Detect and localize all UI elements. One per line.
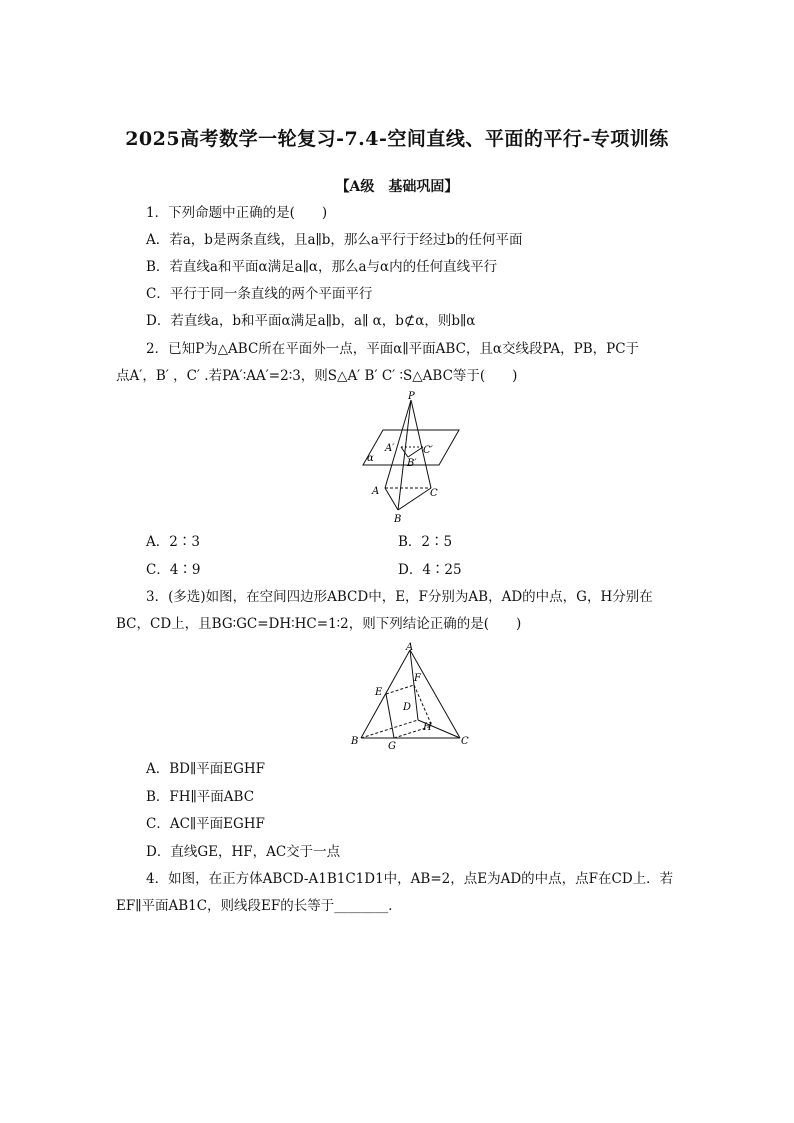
question-2-stem-line2: 点A′，B′ ，C′ .若PA′∶AA′=2∶3，则S△A′ B′ C′ ∶S△ABC等于( ) [116,368,518,384]
label-b-prime: B′ [407,458,417,469]
question-1-option-b: B．若直线a和平面α满足a∥α，那么a与α内的任何直线平行 [146,259,498,275]
question-3-option-a: A．BD∥平面EGHF [146,761,266,777]
label-c: C [461,736,469,747]
label-p: P [408,391,415,402]
label-b: B [394,514,402,525]
label-c: C [430,488,438,499]
label-a: A [406,642,414,653]
label-alpha: α [367,453,374,464]
page-title: 2025高考数学一轮复习-7.4-空间直线、平面的平行-专项训练 [125,128,669,150]
label-h: H [423,722,432,733]
question-4-stem-line2: EF∥平面AB1C，则线段EF的长等于________． [116,898,402,914]
question-2-stem-line1: 2．已知P为△ABC所在平面外一点，平面α∥平面ABC，且α交线段PA，PB，PC于 [146,341,640,357]
label-g: G [388,741,396,752]
label-c-prime: C′ [423,445,433,456]
question-2-option-c: C．4∶9 [146,562,201,578]
label-b: B [351,736,359,747]
question-1-option-a: A．若a，b是两条直线，且a∥b，那么a平行于经过b的任何平面 [146,232,523,248]
question-2-option-d: D．4∶25 [398,562,462,578]
section-heading: 【A级 基础巩固】 [335,179,459,195]
question-1-stem: 1．下列命题中正确的是( ) [146,205,328,221]
label-a-prime: A′ [385,443,395,454]
question-1-option-d: D．若直线a，b和平面α满足a∥b，a∥ α，b⊄α，则b∥α [146,313,476,329]
question-1-option-c: C．平行于同一条直线的两个平面平行 [146,286,373,302]
label-e: E [375,687,383,698]
question-3-option-b: B．FH∥平面ABC [146,789,255,805]
label-a: A [372,486,380,497]
question-3-stem-line1: 3．(多选)如图，在空间四边形ABCD中，E，F分别为AB，AD的中点，G，H分别在 [146,589,653,605]
question-4-stem-line1: 4．如图，在正方体ABCD-A1B1C1D1中，AB=2，点E为AD的中点，点F在CD上．若 [146,871,674,887]
label-d: D [403,702,412,713]
question-3-option-c: C．AC∥平面EGHF [146,816,265,832]
question-2-option-a: A．2∶3 [146,534,200,550]
label-f: F [414,673,421,684]
question-2-option-b: B．2∶5 [398,534,453,550]
tetrahedron-figure [348,640,473,752]
pyramid-plane-figure [355,390,465,525]
question-3-option-d: D．直线GE，HF，AC交于一点 [146,844,341,860]
question-3-stem-line2: BC，CD上，且BG∶GC=DH∶HC=1∶2，则下列结论正确的是( ) [116,616,522,632]
